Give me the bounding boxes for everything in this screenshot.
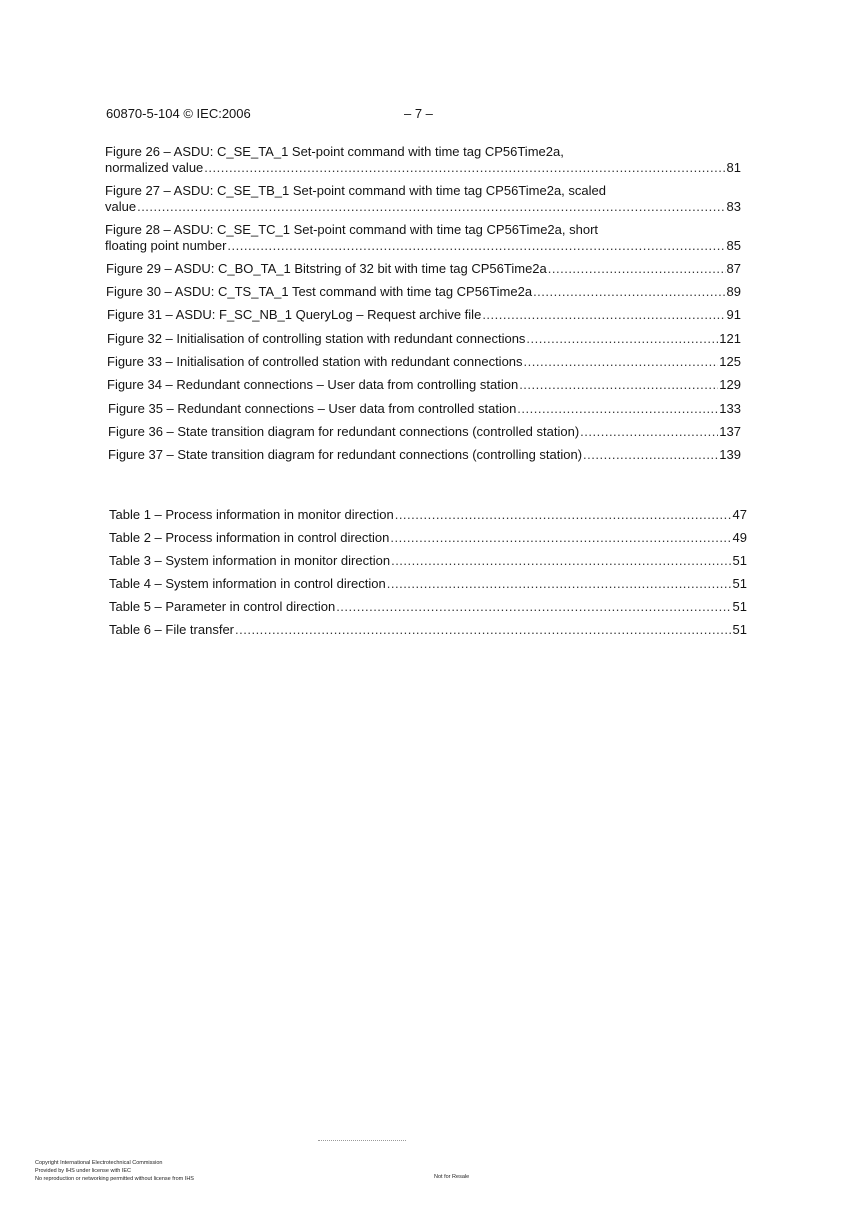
figure-entry [107,307,741,323]
dot-leader [395,507,732,523]
dot-leader [390,530,731,546]
table-entry [109,599,747,615]
dot-leader [336,599,731,615]
page-reference: 89 [726,284,741,299]
figure-caption: normalized value [105,160,204,175]
dot-leader [580,424,718,440]
not-for-resale-notice: Not for Resale [434,1174,470,1180]
dot-leader [526,331,718,347]
dot-leader [583,447,718,463]
figure-caption: Figure 33 – Initialisation of controlled station with redundant connections [107,354,523,369]
page-reference: 129 [719,377,741,392]
page-reference: 49 [732,530,747,545]
dot-leader [227,238,725,254]
figure-caption: Figure 35 – Redundant connections – User data from controlled station [108,401,517,416]
dot-leader [548,261,726,277]
table-entry [109,507,747,523]
copyright-line: No reproduction or networking permitted without license from IHS [35,1176,194,1182]
figure-entry [105,183,741,215]
page-reference: 51 [732,553,747,568]
page-reference: 139 [719,447,741,462]
dot-leader [387,576,732,592]
figure-caption-line: Figure 26 – ASDU: C_SE_TA_1 Set-point command with time tag CP56Time2a, [105,144,564,159]
dot-leader [137,199,725,215]
figure-caption: value [105,199,137,214]
page-reference: 51 [732,599,747,614]
page-reference: 81 [726,160,741,175]
dot-leader [517,401,718,417]
page-reference: 51 [732,622,747,637]
page-number: – 7 – [404,106,433,121]
figure-entry [108,447,741,463]
figure-caption: Figure 36 – State transition diagram for redundant connections (controlled station) [108,424,580,439]
table-caption: Table 3 – System information in monitor direction [109,553,391,568]
copyright-line: Provided by IHS under license with IEC [35,1168,131,1174]
page-reference: 83 [726,199,741,214]
table-caption: Table 5 – Parameter in control direction [109,599,336,614]
table-caption: Table 1 – Process information in monitor direction [109,507,394,522]
page-reference: 137 [719,424,741,439]
figure-caption: Figure 34 – Redundant connections – User data from controlling station [107,377,519,392]
table-caption: Table 2 – Process information in control direction [109,530,390,545]
dot-leader [391,553,731,569]
figure-entry [105,144,741,176]
page-reference: 87 [726,261,741,276]
page-reference: 85 [726,238,741,253]
figure-entry [107,377,741,393]
figure-caption: Figure 30 – ASDU: C_TS_TA_1 Test command with time tag CP56Time2a [106,284,533,299]
copyright-notice [35,1159,194,1183]
figure-entry [106,261,741,277]
table-entry [109,530,747,546]
figure-caption: Figure 32 – Initialisation of controlling station with redundant connections [107,331,526,346]
copyright-line: Copyright International Electrotechnical Commission [35,1160,163,1166]
dot-leader [204,160,725,176]
figure-entry [106,284,741,300]
page-reference: 51 [732,576,747,591]
table-entry [109,576,747,592]
figure-caption: Figure 31 – ASDU: F_SC_NB_1 QueryLog – Request archive file [107,307,482,322]
page-reference: 125 [719,354,741,369]
page-reference: 91 [726,307,741,322]
figure-entry [107,331,741,347]
page-header [106,106,746,124]
dot-leader [533,284,725,300]
figure-entry [107,354,741,370]
figure-caption: floating point number [105,238,227,253]
figure-entry [108,401,741,417]
figure-entry [108,424,741,440]
figure-caption: Figure 29 – ASDU: C_BO_TA_1 Bitstring of 32 bit with time tag CP56Time2a [106,261,547,276]
scan-artifact [318,1140,406,1143]
page-reference: 121 [719,331,741,346]
dot-leader [235,622,732,638]
dot-leader [524,354,719,370]
dot-leader [482,307,725,323]
figure-caption-line: Figure 28 – ASDU: C_SE_TC_1 Set-point command with time tag CP56Time2a, short [105,222,599,237]
figure-entry [105,222,741,254]
figure-caption: Figure 37 – State transition diagram for redundant connections (controlling station) [108,447,583,462]
dot-leader [519,377,718,393]
page-reference: 133 [719,401,741,416]
table-caption: Table 4 – System information in control direction [109,576,386,591]
table-entry [109,553,747,569]
standard-identifier: 60870-5-104 © IEC:2006 [106,106,251,121]
page-reference: 47 [732,507,747,522]
figure-caption-line: Figure 27 – ASDU: C_SE_TB_1 Set-point command with time tag CP56Time2a, scaled [105,183,606,198]
table-caption: Table 6 – File transfer [109,622,235,637]
table-entry [109,622,747,638]
